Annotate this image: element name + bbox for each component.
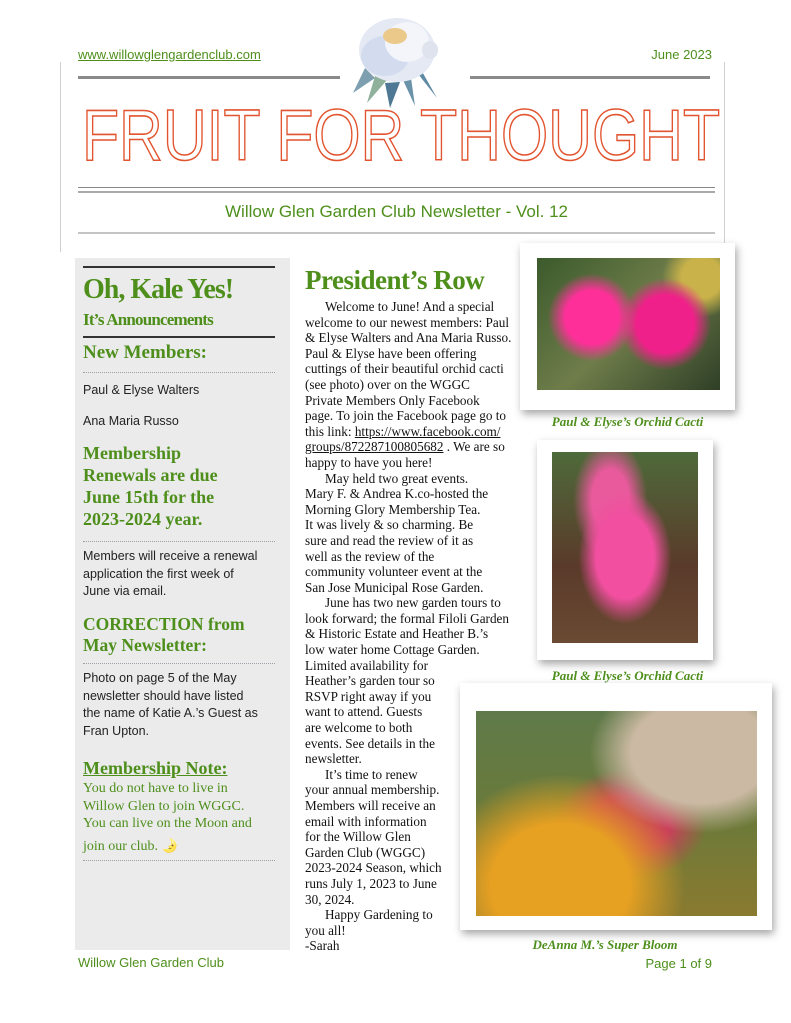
- article-line: -Sarah: [305, 938, 340, 954]
- dotted-divider: [83, 372, 275, 373]
- article-line: for the Willow Glen: [305, 829, 411, 845]
- article-line: look forward; the formal Filoli Garden: [305, 610, 509, 626]
- page-border-left: [60, 62, 61, 252]
- article-line: low water home Cottage Garden.: [305, 642, 480, 658]
- article-line: RSVP right away if you: [305, 688, 432, 704]
- title-rule-bottom: [78, 191, 715, 193]
- article-line: are welcome to both: [305, 720, 413, 736]
- page-number: Page 1 of 9: [645, 956, 712, 971]
- svg-text:FRUIT FOR THOUGHT: FRUIT FOR THOUGHT: [82, 96, 720, 176]
- article-line: newsletter.: [305, 751, 362, 767]
- article-line: Members will receive an: [305, 798, 436, 813]
- text-line: join our club.: [83, 838, 159, 854]
- article-line: San Jose Municipal Rose Garden.: [305, 579, 484, 595]
- photo-frame: [537, 440, 713, 660]
- article-line: community volunteer event at the: [305, 564, 483, 580]
- orchid-cacti-photo: [537, 258, 720, 390]
- text-line: newsletter should have listed: [83, 688, 244, 703]
- article-line: 2023-2024 Season, which: [305, 860, 442, 876]
- announcements-sidebar: [75, 258, 290, 950]
- sidebar-subheading: It’s Announcements: [83, 310, 213, 329]
- article-line: It was lively & so charming. Be: [305, 517, 474, 533]
- sidebar-rule: [83, 266, 275, 268]
- article-line: page. To join the Facebook page go to: [305, 408, 506, 424]
- article-line: 30, 2024.: [305, 891, 355, 907]
- article-line: Heather’s garden tour so: [305, 673, 435, 689]
- text-line: Members will receive a renewal: [83, 549, 258, 563]
- heading-line: Renewals are due: [83, 465, 218, 485]
- dotted-divider: [83, 860, 275, 861]
- title-rule-top: [78, 187, 715, 188]
- text-line: the name of Katie A.’s Guest as: [83, 706, 258, 720]
- text-line: You can live on the Moon and: [83, 816, 252, 831]
- article-line: [305, 439, 515, 455]
- correction-heading: [83, 614, 275, 656]
- article-line: It’s time to renew: [325, 766, 418, 782]
- article-line: you all!: [305, 922, 346, 938]
- text-line: application the first week of: [83, 566, 234, 581]
- subtitle-rule: [78, 232, 715, 234]
- website-link[interactable]: www.willowglengardenclub.com: [78, 47, 261, 62]
- member-name: Ana Maria Russo: [83, 414, 179, 428]
- header-rule-right: [470, 76, 710, 79]
- article-line: Private Members Only Facebook: [305, 392, 480, 408]
- dotted-divider: [83, 663, 275, 664]
- facebook-group-link[interactable]: groups/872287100805682: [305, 439, 444, 455]
- article-line: & Elyse Walters and Ana Maria Russo.: [305, 330, 512, 346]
- article-line: Welcome to June! And a special: [325, 299, 495, 314]
- article-line: Limited availability for: [305, 657, 429, 673]
- footer-club-name: Willow Glen Garden Club: [78, 955, 224, 970]
- article-line: runs July 1, 2023 to June: [305, 875, 437, 891]
- link-prefix: this link:: [305, 423, 355, 439]
- article-line: (see photo) over on the WGGC: [305, 376, 470, 392]
- article-line: [305, 424, 515, 440]
- peony-illustration: [345, 8, 450, 110]
- article-line: your annual membership.: [305, 782, 440, 798]
- text-line: Photo on page 5 of the May: [83, 671, 237, 685]
- header-rule-left: [78, 76, 340, 79]
- newsletter-subtitle: Willow Glen Garden Club Newsletter - Vol. 12: [225, 202, 568, 221]
- member-name: Paul & Elyse Walters: [83, 383, 200, 397]
- article-line: May held two great events.: [325, 470, 469, 486]
- renewals-heading: [83, 442, 275, 530]
- facebook-group-link[interactable]: https://www.facebook.com/: [354, 423, 501, 439]
- article-line: Happy Gardening to: [325, 907, 433, 923]
- renewals-text: [83, 548, 275, 601]
- article-line: welcome to our newest members: Paul: [305, 314, 509, 330]
- new-members-heading: New Members:: [83, 342, 207, 363]
- newsletter-title: [80, 96, 725, 176]
- photo-caption: Paul & Elyse’s Orchid Cacti: [551, 668, 704, 683]
- heading-line: Membership: [83, 443, 181, 463]
- heading-line: June 15th for the: [83, 487, 215, 507]
- article-line: happy to have you here!: [305, 454, 433, 470]
- text-line: Fran Upton.: [83, 723, 150, 738]
- text-line: Willow Glen to join WGGC.: [83, 798, 245, 814]
- membership-note-text: [83, 780, 275, 855]
- heading-line: 2023-2024 year.: [83, 509, 203, 529]
- link-suffix: . We are so: [443, 439, 505, 455]
- article-title: President’s Row: [305, 265, 485, 295]
- article-line: Mary F. & Andrea K.co-hosted the: [305, 486, 489, 502]
- article-line: cuttings of their beautiful orchid cacti: [305, 361, 504, 377]
- super-bloom-photo: [476, 711, 757, 916]
- photo-caption: DeAnna M.’s Super Bloom: [532, 937, 678, 952]
- article-line: & Historic Estate and Heather B.’s: [305, 626, 489, 642]
- photo-frame: [460, 683, 772, 930]
- photo-frame: [520, 243, 735, 410]
- text-line: You do not have to live in: [83, 781, 228, 796]
- hanging-orchid-cacti-photo: [552, 452, 698, 643]
- article-line: want to attend. Guests: [305, 704, 423, 720]
- moon-icon: 🌛: [161, 837, 178, 853]
- dotted-divider: [83, 541, 275, 542]
- article-line: events. See details in the: [305, 735, 436, 751]
- heading-line: May Newsletter:: [83, 635, 207, 655]
- article-line: sure and read the review of it as: [305, 532, 474, 548]
- article-line: Paul & Elyse have been offering: [305, 345, 477, 361]
- issue-date: June 2023: [651, 47, 712, 62]
- sidebar-heading: Oh, Kale Yes!: [83, 274, 234, 305]
- sidebar-rule: [83, 336, 275, 338]
- correction-text: [83, 670, 275, 740]
- article-line: well as the review of the: [305, 548, 435, 564]
- article-line: Garden Club (WGGC): [305, 844, 426, 860]
- membership-note-heading: Membership Note:: [83, 758, 228, 778]
- heading-line: CORRECTION from: [83, 614, 245, 634]
- photo-caption: Paul & Elyse’s Orchid Cacti: [551, 414, 704, 429]
- article-line: June has two new garden tours to: [325, 595, 501, 611]
- article-line: email with information: [305, 813, 427, 829]
- article-line: Morning Glory Membership Tea.: [305, 501, 481, 517]
- text-line: June via email.: [83, 584, 167, 598]
